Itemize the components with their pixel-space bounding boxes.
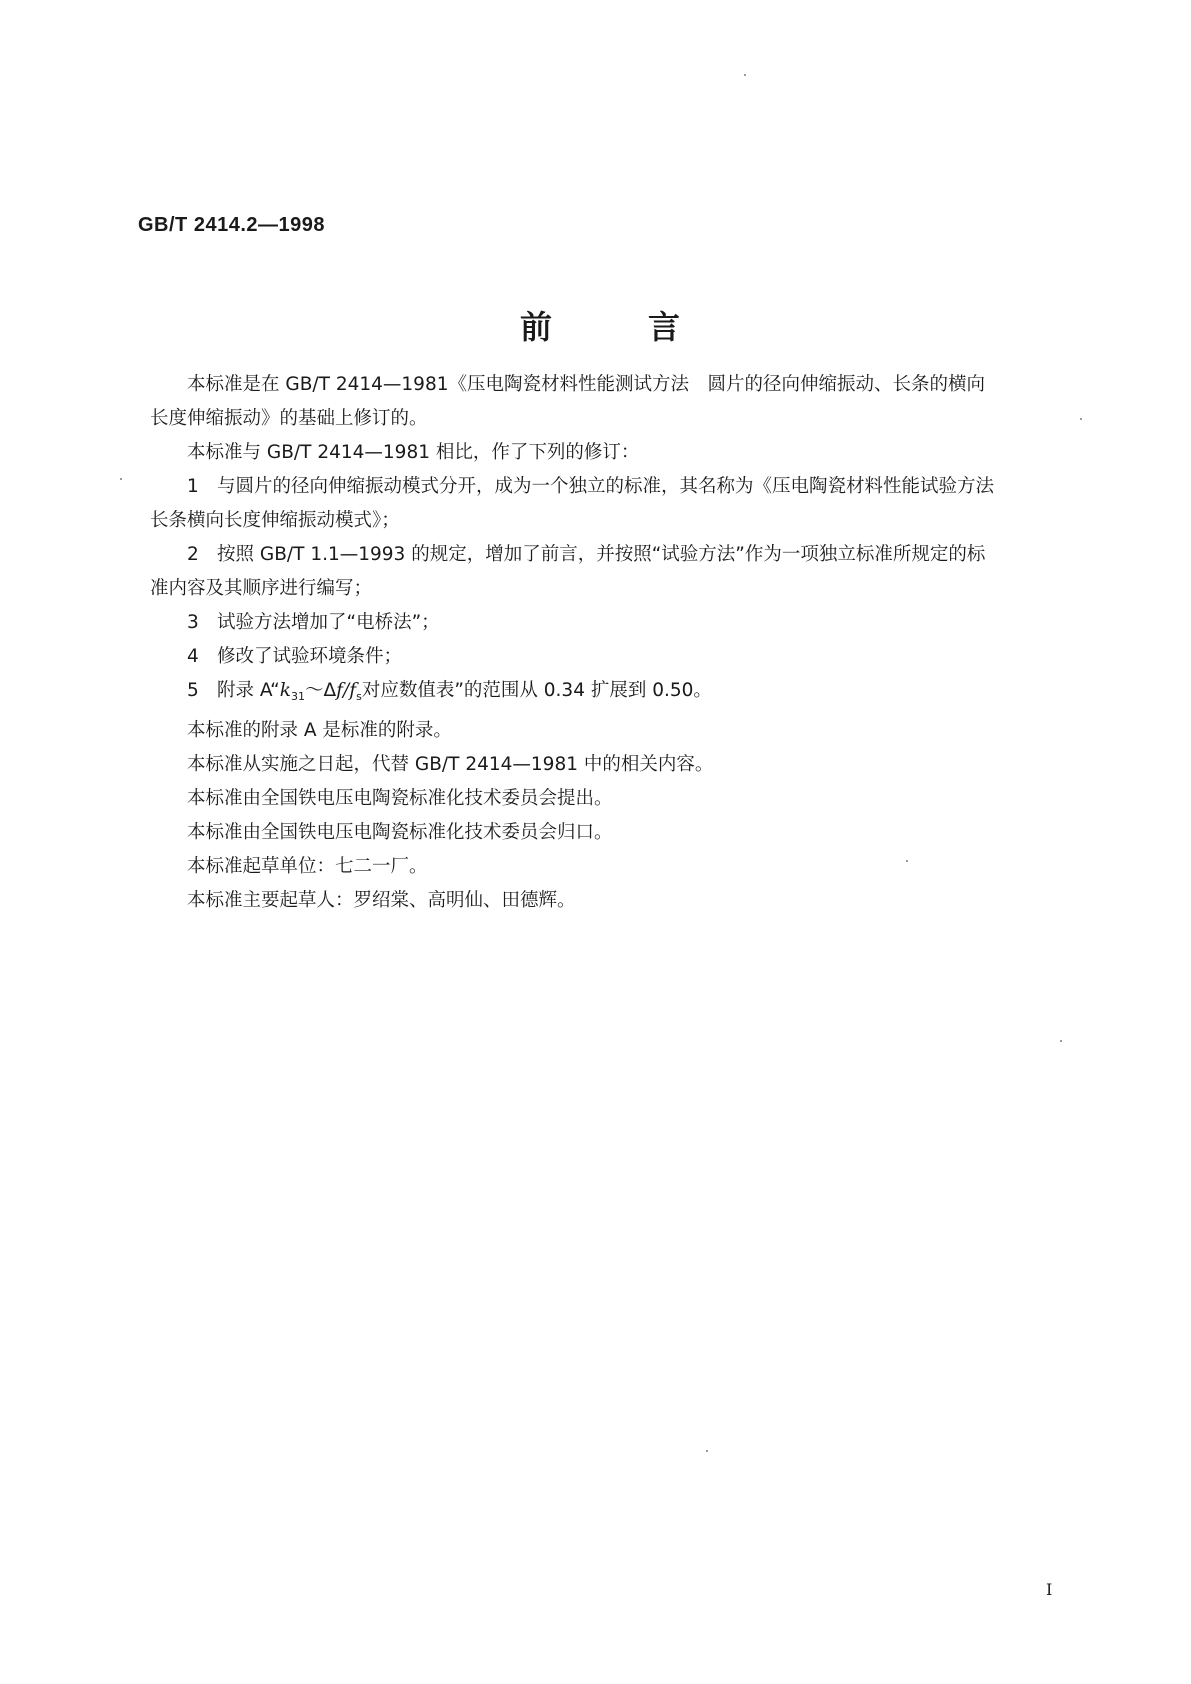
paragraph-drafting-unit: 本标准起草单位：七二一厂。 <box>187 856 428 877</box>
revision-item-2-number: 2 <box>187 544 199 565</box>
revision-item-1 <box>150 470 1072 538</box>
revision-item-4 <box>150 640 1072 674</box>
title-char-1: 前 <box>520 308 553 346</box>
scan-speck <box>1080 418 1082 420</box>
revision-item-2 <box>150 538 1072 606</box>
revision-item-3-number: 3 <box>187 612 199 633</box>
revision-item-1-line1: 与圆片的径向伸缩振动模式分开，成为一个独立的标准，其名称为《压电陶瓷材料性能试验方法 <box>217 476 995 497</box>
paragraph-replacement: 本标准从实施之日起，代替 GB/T 2414—1981 中的相关内容。 <box>187 754 714 775</box>
paragraph-origin-line2: 长度伸缩振动》的基础上修订的。 <box>150 408 428 429</box>
preface-body <box>150 368 1072 918</box>
title-char-2: 言 <box>647 308 680 346</box>
symbol-tilde-delta: ～Δ <box>304 680 337 701</box>
paragraph-proposed-by: 本标准由全国铁电压电陶瓷标准化技术委员会提出。 <box>187 788 613 809</box>
standard-code: GB/T 2414.2—1998 <box>138 214 325 236</box>
scan-speck <box>706 1450 708 1452</box>
paragraph-comparison: 本标准与 GB/T 2414—1981 相比，作了下列的修订： <box>187 442 640 463</box>
page-title <box>520 302 680 348</box>
symbol-fs-subscript: s <box>356 690 362 703</box>
revision-item-5-suffix: 对应数值表”的范围从 0.34 扩展到 0.50。 <box>361 680 712 701</box>
paragraph-origin <box>150 368 1072 436</box>
symbol-f: f <box>336 680 343 701</box>
scan-speck <box>906 860 908 862</box>
revision-item-5-prefix: 附录 A“ <box>217 680 280 701</box>
revision-item-3 <box>150 606 1072 640</box>
revision-item-5 <box>150 674 1072 714</box>
revision-item-4-text: 修改了试验环境条件； <box>217 646 403 667</box>
symbol-slash: / <box>342 680 350 701</box>
revision-item-5-number: 5 <box>187 680 199 701</box>
paragraph-appendix: 本标准的附录 A 是标准的附录。 <box>187 720 452 741</box>
revision-item-1-line2: 长条横向长度伸缩振动模式》； <box>150 510 400 531</box>
revision-item-2-line2: 准内容及其顺序进行编写； <box>150 578 373 599</box>
revision-item-4-number: 4 <box>187 646 199 667</box>
scan-speck <box>1060 1040 1062 1042</box>
revision-item-2-line1: 按照 GB/T 1.1—1993 的规定，增加了前言，并按照“试验方法”作为一项独立标准所规定的标 <box>217 544 986 565</box>
paragraph-drafters: 本标准主要起草人：罗绍棠、高明仙、田德辉。 <box>187 890 576 911</box>
page-number: I <box>1046 1580 1053 1599</box>
symbol-fs: f <box>349 680 357 701</box>
revision-item-1-number: 1 <box>187 476 199 497</box>
paragraph-managed-by: 本标准由全国铁电压电陶瓷标准化技术委员会归口。 <box>187 822 613 843</box>
revision-item-3-text: 试验方法增加了“电桥法”； <box>217 612 440 633</box>
scan-speck <box>744 74 746 76</box>
scan-speck <box>120 478 122 480</box>
symbol-k-subscript: 31 <box>290 690 305 703</box>
symbol-k: k <box>279 680 291 701</box>
paragraph-origin-line1: 本标准是在 GB/T 2414—1981《压电陶瓷材料性能测试方法 圆片的径向伸缩振动、长条的横向 <box>187 374 985 395</box>
